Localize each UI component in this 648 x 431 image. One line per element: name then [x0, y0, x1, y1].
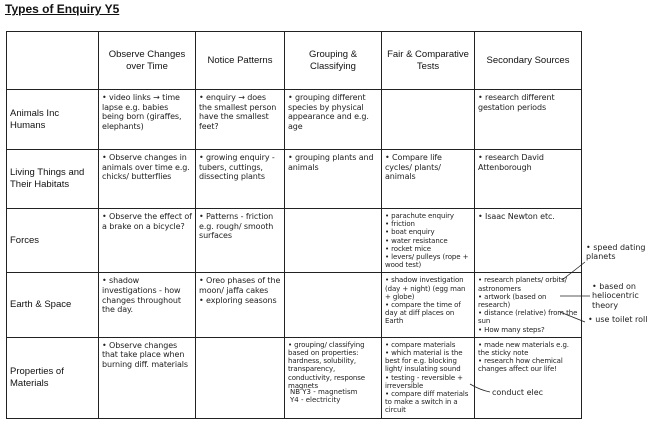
cell-earth-sources [475, 273, 582, 337]
col-header-fair-tests: Fair & Comparative Tests [382, 32, 475, 90]
handwritten-text: • grouping different species by physical appearance and e.g. age [288, 93, 369, 131]
cell-forces-patterns [196, 209, 285, 273]
cell-living-patterns [196, 150, 285, 209]
handwritten-text: • growing enquiry - tubers, cuttings, dissecting plants [199, 153, 275, 182]
cell-animals-observe [99, 90, 196, 150]
cell-materials-patterns [196, 337, 285, 418]
handwritten-text: • Patterns - friction e.g. rough/ smooth surfaces [199, 212, 274, 241]
margin-note-nb: NB Y3 - magnetism Y4 - electricity [290, 388, 358, 405]
cell-earth-tests [382, 273, 475, 337]
handwritten-text: • parachute enquiry • friction • boat enquiry • water resistance • rocket mice • levers/ pulleys (rope + wood test) [385, 212, 469, 270]
table-row [7, 90, 582, 150]
handwritten-text: • Observe changes that take place when burning diff. materials [102, 340, 188, 370]
cell-animals-tests [382, 90, 475, 150]
col-header-grouping: Grouping & Classifying [285, 32, 382, 90]
handwritten-text: • grouping plants and animals [288, 153, 374, 172]
margin-note-toilet-roll: • use toilet roll [588, 315, 648, 324]
handwritten-text: • research David Attenborough [478, 153, 544, 172]
handwritten-text: • grouping/ classifying based on properties: hardness, solubility, transparency, conductivity, response magnets [288, 340, 366, 390]
col-header-observe-changes: Observe Changes over Time [99, 32, 196, 90]
handwritten-text: • Isaac Newton etc. [478, 212, 555, 221]
cell-forces-observe [99, 209, 196, 273]
handwritten-text: • research different gestation periods [478, 93, 555, 112]
enquiry-table [6, 31, 582, 419]
handwritten-text: • enquiry → does the smallest person have the smallest feet? [199, 93, 277, 131]
cell-earth-patterns [196, 273, 285, 337]
col-header-secondary-sources: Secondary Sources [475, 32, 582, 90]
cell-forces-sources [475, 209, 582, 273]
handwritten-text: • Observe changes in animals over time e.g. chicks/ butterflies [102, 153, 190, 182]
table-row [7, 337, 582, 418]
cell-materials-grouping [285, 337, 382, 418]
row-header-earth-space: Earth & Space [7, 273, 99, 337]
handwritten-text: • Oreo phases of the moon/ jaffa cakes • exploring seasons [199, 276, 281, 305]
row-header-forces: Forces [7, 209, 99, 273]
cell-materials-observe [99, 337, 196, 418]
corner-cell [7, 32, 99, 90]
page-title: Types of Enquiry Y5 [5, 2, 120, 16]
cell-animals-patterns [196, 90, 285, 150]
cell-forces-grouping [285, 209, 382, 273]
cell-forces-tests [382, 209, 475, 273]
cell-materials-sources [475, 337, 582, 418]
row-header-living-things: Living Things and Their Habitats [7, 150, 99, 209]
table-row [7, 150, 582, 209]
handwritten-text: • video links → time lapse e.g. babies being born (giraffes, elephants) [102, 93, 182, 131]
handwritten-text: • Compare life cycles/ plants/ animals [385, 153, 442, 182]
handwritten-text: • made new materials e.g. the sticky note • research how chemical changes affect our life! [478, 340, 569, 374]
handwritten-text: • compare materials • which material is the best for e.g. blocking light/ insulating sound • testing - reversible + irreversible • compare diff materials to make a switch in a circuit [385, 340, 469, 415]
table-row [7, 209, 582, 273]
col-header-notice-patterns: Notice Patterns [196, 32, 285, 90]
cell-materials-tests [382, 337, 475, 418]
row-header-materials: Properties of Materials [7, 337, 99, 418]
margin-note-conduct: conduct elec [492, 388, 544, 397]
handwritten-text: • shadow investigations - how changes throughout the day. [102, 276, 181, 315]
header-row [7, 32, 582, 90]
table-row [7, 273, 582, 337]
handwritten-text: • research planets/ orbits/ astronomers • artwork (based on research) • distance (relative) from the sun • How many steps? [478, 276, 578, 334]
cell-earth-observe [99, 273, 196, 337]
row-header-animals: Animals Inc Humans [7, 90, 99, 150]
cell-living-grouping [285, 150, 382, 209]
cell-living-observe [99, 150, 196, 209]
handwritten-text: • Observe the effect of a brake on a bicycle? [102, 212, 192, 231]
cell-living-sources [475, 150, 582, 209]
margin-note-heliocentric: • based on heliocentric theory [592, 282, 639, 310]
cell-living-tests [382, 150, 475, 209]
cell-earth-grouping [285, 273, 382, 337]
cell-animals-grouping [285, 90, 382, 150]
cell-animals-sources [475, 90, 582, 150]
handwritten-text: • shadow investigation (day + night) (egg man + globe) • compare the time of day at diff places on Earth [385, 276, 466, 326]
margin-note-speed-dating: • speed dating planets [586, 243, 646, 262]
